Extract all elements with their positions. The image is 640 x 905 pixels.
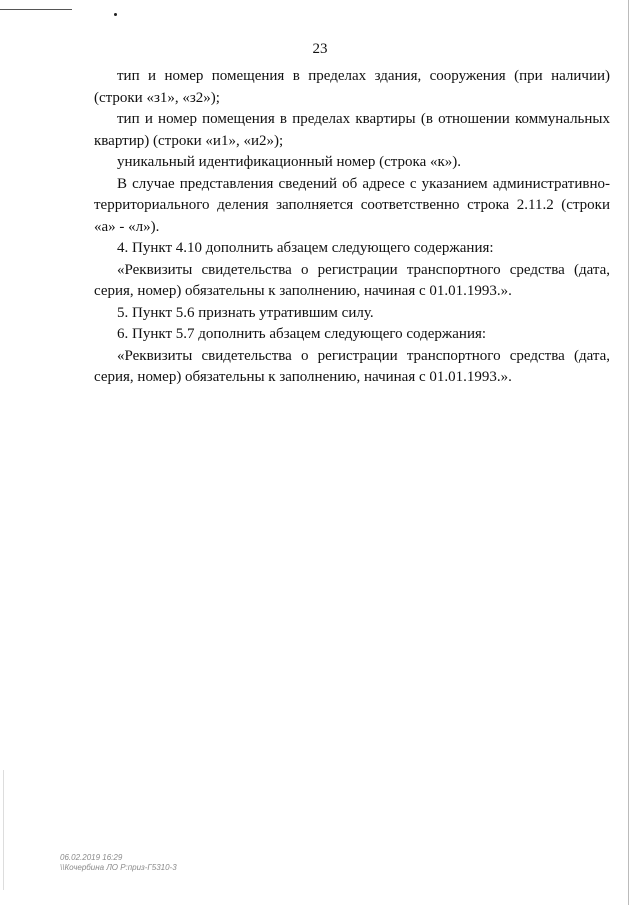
footer-stamp <box>60 853 177 873</box>
paragraph-quote-1: «Реквизиты свидетельства о регистрации транспортного средства (дата, серия, номер) обязательны к заполнению, начиная с 01.01.1993.». <box>94 261 610 299</box>
scan-artifact-dot <box>114 13 117 16</box>
footer-timestamp: 06.02.2019 16:29 <box>60 853 123 862</box>
paragraph-admin-division: В случае представления сведений об адресе с указанием административно-территориального деления заполняется соответственно строка 2.11.2 (строки «а» - «л»). <box>94 175 610 235</box>
page-number: 23 <box>312 41 328 57</box>
paragraph-room-in-apartment: тип и номер помещения в пределах квартиры (в отношении коммунальных квартир) (строки «и1», «и2»); <box>94 111 610 149</box>
document-body <box>94 66 610 389</box>
scan-edge-right <box>628 0 629 905</box>
paragraph-item-6: 6. Пункт 5.7 дополнить абзацем следующего содержания: <box>117 326 487 342</box>
scan-artifact-line <box>0 9 72 10</box>
scan-edge-left <box>3 770 4 890</box>
paragraph-item-4: 4. Пункт 4.10 дополнить абзацем следующего содержания: <box>117 240 494 256</box>
footer-document-ref: \\Кочербина ЛО Р:приз-Г5310-3 <box>60 863 177 872</box>
paragraph-unique-id: уникальный идентификационный номер (строка «к»). <box>117 154 462 170</box>
paragraph-room-in-building: тип и номер помещения в пределах здания, сооружения (при наличии) (строки «з1», «з2»); <box>94 68 610 106</box>
paragraph-item-5: 5. Пункт 5.6 признать утратившим силу. <box>117 304 374 321</box>
paragraph-quote-2: «Реквизиты свидетельства о регистрации транспортного средства (дата, серия, номер) обязательны к заполнению, начиная с 01.01.1993.». <box>94 347 610 385</box>
